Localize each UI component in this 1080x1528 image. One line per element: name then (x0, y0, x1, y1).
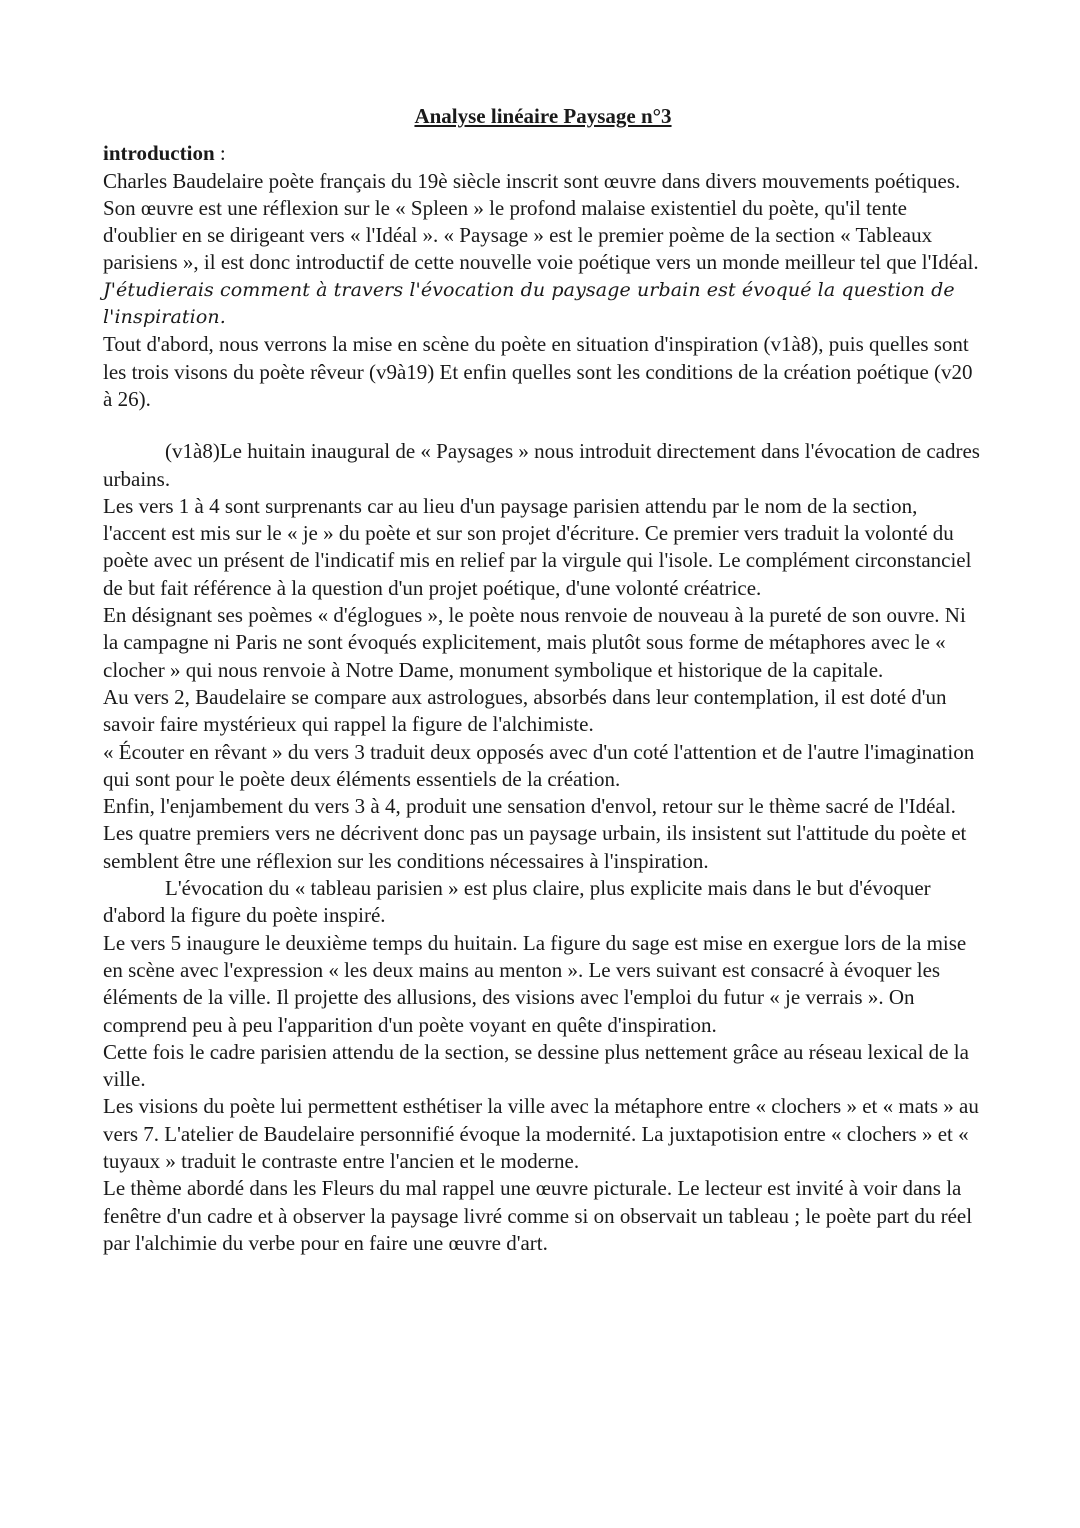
document-page (103, 103, 983, 1257)
intro-heading: introduction (103, 141, 215, 166)
paragraph-gap (103, 413, 983, 438)
paragraph-quatre-premiers-vers: Les quatre premiers vers ne décrivent donc pas un paysage urbain, ils insistent sut l'attitude du poète et semblent être une réflexion sur les conditions nécessaires à l'inspiration. (103, 821, 967, 873)
paragraph-visions: Les visions du poète lui permettent esthétiser la ville avec la métaphore entre « clochers » et « mats » au vers 7. L'atelier de Baudelaire personnifié évoque la modernité. La juxtapotision entre « clochers » et « tuyaux » traduit le contraste entre l'ancien et le moderne. (103, 1094, 979, 1173)
paragraph-eglogues: En désignant ses poèmes « d'églogues », le poète nous renvoie de nouveau à la pureté de son ouvre. Ni la campagne ni Paris ne sont évoqués explicitement, mais plutôt sous forme de métaphores avec le « clocher » qui nous renvoie à Notre Dame, monument symbolique et historique de la capitale. (103, 603, 966, 682)
intro-heading-line (103, 140, 983, 167)
intro-heading-colon: : (214, 141, 226, 166)
paragraph-cadre-parisien: Cette fois le cadre parisien attendu de la section, se dessine plus nettement grâce au réseau lexical de la ville. (103, 1039, 969, 1092)
paragraph-vers-1-4: Les vers 1 à 4 sont surprenants car au lieu d'un paysage parisien attendu par le nom de la section, l'accent est mis sur le « je » du poète et sur son projet d'écriture. Ce premier vers traduit la volonté du poète avec un présent de l'indicatif mis en relief par la virgule qui l'isole. Le complément circonstanciel de but fait référence à la question d'un projet poétique, d'une volonté créatrice. (103, 493, 972, 600)
paragraph-enjambement: Enfin, l'enjambement du vers 3 à 4, produit une sensation d'envol, retour sur le thème sacré de l'Idéal. (103, 794, 956, 819)
paragraph-vers-2: Au vers 2, Baudelaire se compare aux astrologues, absorbés dans leur contemplation, il est doté d'un savoir faire mystérieux qui rappel la figure de l'alchimiste. (103, 684, 947, 737)
paragraph-vers-5: Le vers 5 inaugure le deuxième temps du huitain. La figure du sage est mise en exergue lors de la mise en scène avec l'expression « les deux mains au menton ». Le vers suivant est consacré à évoquer les éléments de la ville. Il projette des allusions, des visions avec l'emploi du futur « je verrais ». On comprend peu à peu l'apparition d'un poète voyant en quête d'inspiration. (103, 930, 967, 1037)
paragraph-part1-opening: (v1à8)Le huitain inaugural de « Paysages » nous introduit directement dans l'évocation de cadres urbains. (103, 439, 980, 491)
paragraph-fleurs-du-mal: Le thème abordé dans les Fleurs du mal rappel une œuvre picturale. Le lecteur est invité à voir dans la fenêtre d'un cadre et à observer la paysage livré comme si on observait un tableau ; le poète part du réel par l'alchimie du verbe pour en faire une œuvre d'art. (103, 1176, 973, 1255)
document-title: Analyse linéaire Paysage n°3 (414, 104, 672, 128)
paragraph-plan: Tout d'abord, nous verrons la mise en scène du poète en situation d'inspiration (v1à8), puis quelles sont les trois visons du poète rêveur (v9à19) Et enfin quelles sont les conditions de la création poétique (v20 à 26). (103, 332, 973, 411)
paragraph-vers-3: « Écouter en rêvant » du vers 3 traduit deux opposés avec d'un coté l'attention et de l'autre l'imagination qui sont pour le poète deux éléments essentiels de la création. (103, 739, 975, 791)
paragraph-tableau-parisien: L'évocation du « tableau parisien » est plus claire, plus explicite mais dans le but d'évoquer d'abord la figure du poète inspiré. (103, 876, 931, 928)
paragraph-intro: Charles Baudelaire poète français du 19è siècle inscrit sont œuvre dans divers mouvements poétiques. Son œuvre est une réflexion sur le « Spleen » le profond malaise existentiel du poète, qu'il tente d'oublier en se dirigeant vers « l'Idéal ». « Paysage » est le premier poème de la section « Tableaux parisiens », il est donc introductif de cette nouvelle voie poétique vers un monde meilleur tel que l'Idéal. (103, 168, 979, 275)
paragraph-problematique: J'étudierais comment à travers l'évocation du paysage urbain est évoqué la question de l'inspiration. (103, 278, 955, 329)
